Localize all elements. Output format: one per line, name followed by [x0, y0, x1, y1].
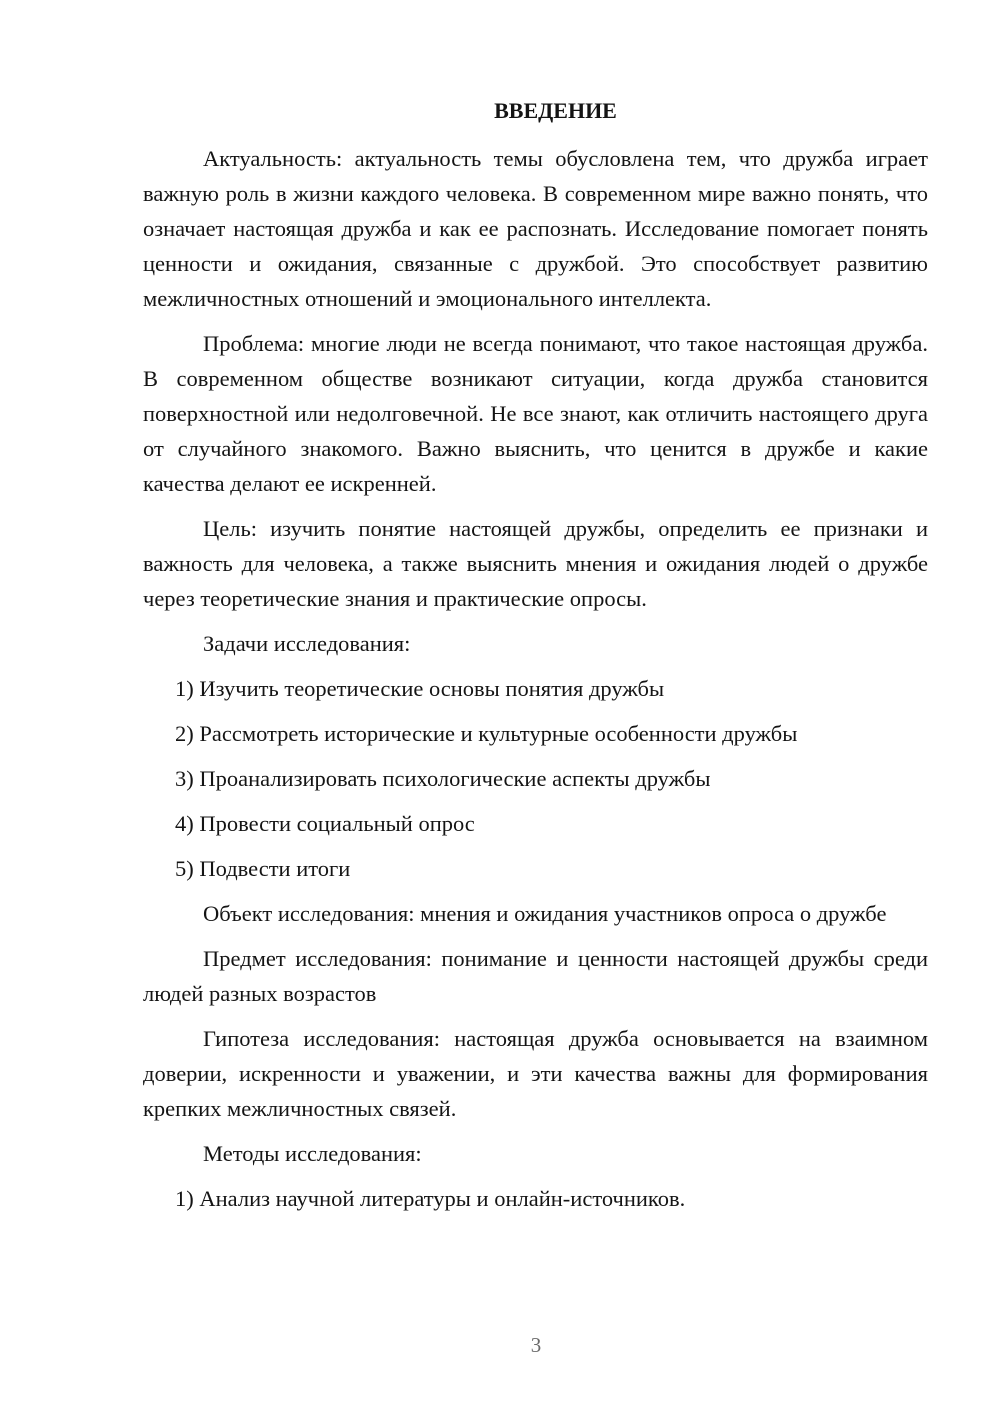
methods-label: Методы исследования: — [203, 1141, 422, 1166]
page-content — [143, 93, 928, 1226]
method-item: 1) Анализ научной литературы и онлайн-источников. — [175, 1186, 686, 1211]
section-title: ВВЕДЕНИЕ — [494, 98, 617, 123]
relevance-paragraph: Актуальность: актуальность темы обусловлена тем, что дружба играет важную роль в жизни каждого человека. В современном мире важно понять, что означает настоящая дружба и как ее распознать. Исследование помогает понять ценности и ожидания, связанные с дружбой. Это способствует развитию межличностных отношений и эмоционального интеллекта. — [143, 146, 928, 311]
tasks-label: Задачи исследования: — [203, 631, 411, 656]
task-item: 1) Изучить теоретические основы понятия дружбы — [175, 676, 665, 701]
page-number: 3 — [530, 1333, 542, 1357]
goal-paragraph: Цель: изучить понятие настоящей дружбы, определить ее признаки и важность для человека, а также выяснить мнения и ожидания людей о дружбе через теоретические знания и практические опросы. — [143, 516, 928, 611]
subject-paragraph: Предмет исследования: понимание и ценности настоящей дружбы среди людей разных возрастов — [143, 946, 928, 1006]
task-item: 4) Провести социальный опрос — [175, 811, 475, 836]
object-paragraph: Объект исследования: мнения и ожидания участников опроса о дружбе — [203, 901, 887, 926]
problem-paragraph: Проблема: многие люди не всегда понимают, что такое настоящая дружба. В современном обществе возникают ситуации, когда дружба становится поверхностной или недолговечной. Не все знают, как отличить настоящего друга от случайного знакомого. Важно выяснить, что ценится в дружбе и какие качества делают ее искренней. — [143, 331, 928, 496]
task-item: 2) Рассмотреть исторические и культурные особенности дружбы — [175, 721, 798, 746]
task-item: 3) Проанализировать психологические аспекты дружбы — [175, 766, 711, 791]
hypothesis-paragraph: Гипотеза исследования: настоящая дружба основывается на взаимном доверии, искренности и уважении, и эти качества важны для формирования крепких межличностных связей. — [143, 1026, 928, 1121]
task-item: 5) Подвести итоги — [175, 856, 351, 881]
